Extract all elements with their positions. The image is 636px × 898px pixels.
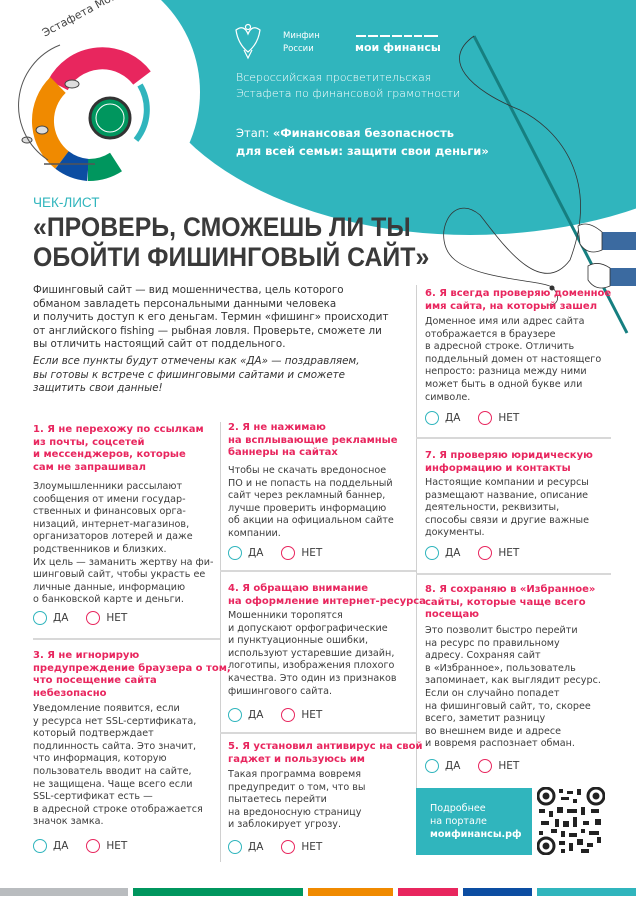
answer-options <box>425 411 519 425</box>
item-text: Такая программа вовремя предупредит о том, что вы пытаетесь перейти на вредоносную страницу и заблокирует угрозу. <box>228 769 366 831</box>
yes-label: ДА <box>53 612 69 624</box>
item-title: 8. Я сохраняю в «Избранное» сайты, которые чаще всего посещаю <box>425 584 596 621</box>
portal-link[interactable]: моифинансы.рф <box>430 829 522 840</box>
yes-radio[interactable] <box>33 611 47 625</box>
no-label: НЕТ <box>301 841 323 853</box>
no-radio[interactable] <box>86 839 100 853</box>
no-label: НЕТ <box>106 840 128 852</box>
footer-bar-green <box>133 888 303 896</box>
yes-radio[interactable] <box>33 839 47 853</box>
no-radio[interactable] <box>478 546 492 560</box>
no-radio[interactable] <box>281 546 295 560</box>
portal-box[interactable] <box>416 788 532 855</box>
kicker: ЧЕК-ЛИСТ <box>33 195 100 210</box>
item-title: 1. Я не перехожу по ссылкам из почты, соцсетей и мессенджеров, которые сам не запрашивал <box>33 424 204 473</box>
item-text: Это позволит быстро перейти на ресурс по правильному адресу. Сохраняя сайт в «Избранное», пользователь запоминает, как выглядит ресурс. Если он случайно попадет на фишинговый сайт, то, скорее всего, заметит разницу во внешнем виде и адресе и вовремя распознает обман. <box>425 625 601 750</box>
column-divider <box>220 422 221 862</box>
no-label: НЕТ <box>301 547 323 559</box>
no-label: НЕТ <box>106 612 128 624</box>
no-radio[interactable] <box>281 708 295 722</box>
answer-options <box>228 708 322 722</box>
title-line-2: ОБОЙТИ ФИШИНГОВЫЙ САЙТ» <box>33 242 430 272</box>
item-text: Мошенники торопятся и допускают орфографические и пунктуационные ошибки, используют устаревшие дизайн, логотипы, изображения плохого качества. Это один из признаков фишингового сайта. <box>228 610 397 697</box>
answer-options <box>228 840 322 854</box>
stage-title: «Финансовая безопасность для всей семьи: защити свои деньги» <box>236 126 489 158</box>
no-radio[interactable] <box>478 759 492 773</box>
yes-label: ДА <box>445 412 461 424</box>
no-label: НЕТ <box>498 412 520 424</box>
item-text: Чтобы не скачать вредоносное ПО и не попасть на поддельный сайт через рекламный баннер, лучше проверить информацию об акции на официальном сайте компании. <box>228 465 394 539</box>
section-divider <box>33 638 220 640</box>
item-title: 5. Я установил антивирус на свой гаджет и пользуюсь им <box>228 741 423 765</box>
yes-radio[interactable] <box>425 546 439 560</box>
yes-label: ДА <box>248 709 264 721</box>
no-radio[interactable] <box>281 840 295 854</box>
section-divider <box>416 437 611 439</box>
yes-radio[interactable] <box>228 840 242 854</box>
item-title: 4. Я обращаю внимание на оформление интернет-ресурса <box>228 583 426 607</box>
title-line-1: «ПРОВЕРЬ, СМОЖЕШЬ ЛИ ТЫ <box>33 212 411 242</box>
yes-label: ДА <box>248 841 264 853</box>
answer-options <box>425 546 519 560</box>
item-text: Настоящие компании и ресурсы размещают название, описание деятельности, реквизиты, способы связи и другие важные документы. <box>425 477 590 539</box>
item-title: 3. Я не игнорирую предупреждение браузера о том, что посещение сайта небезопасно <box>33 650 231 699</box>
yes-radio[interactable] <box>425 759 439 773</box>
ministry-name: Минфин России <box>283 31 320 54</box>
stage-label: Этап: <box>236 126 273 140</box>
footer-bar-gray <box>0 888 128 896</box>
header-subtitle: Всероссийская просветительская Эстафета по финансовой грамотности <box>236 71 461 100</box>
item-title: 7. Я проверяю юридическую информацию и контакты <box>425 450 593 474</box>
answer-options <box>425 759 519 773</box>
column-divider <box>416 285 417 855</box>
item-text: Злоумышленники рассылают сообщения от имени государ- ственных и финансовых орга- низаций, интернет-магазинов, организаторов лотерей и даже родственников и близких. Их цель — заманить жертву на фи- шинговый сайт, чтобы украсть ее личные данные, информацию о банковской карте и деньги. <box>33 481 214 606</box>
intro-text: Фишинговый сайт — вид мошенничества, цель которого обманом завладеть персональными данными человека и получить доступ к его деньгам. Термин «фишинг» происходит от английского fishing — рыбная ловля. Проверьте, сможете ли вы отличить настоящий сайт от поддельного. <box>33 284 389 350</box>
section-divider <box>220 732 416 734</box>
footer-bar-pink <box>398 888 458 896</box>
portal-text: Подробнее на портале <box>430 803 487 827</box>
footer-bar-blue <box>463 888 532 896</box>
qr-code[interactable] <box>537 787 605 855</box>
no-radio[interactable] <box>86 611 100 625</box>
yes-radio[interactable] <box>425 411 439 425</box>
brand-name: мои финансы <box>355 41 441 54</box>
footer-bar-orange <box>308 888 393 896</box>
item-text: Доменное имя или адрес сайта отображается в браузере в адресной строке. Отличить поддельный домен от настоящего непросто: разница между ними может быть в одной букве или символе. <box>425 316 602 403</box>
section-divider <box>416 573 611 575</box>
yes-radio[interactable] <box>228 708 242 722</box>
item-title: 2. Я не нажимаю на всплывающие рекламные баннеры на сайтах <box>228 422 398 459</box>
intro-italic: Если все пункты будут отмечены как «ДА» — поздравляем, вы готовы к встрече с фишинговыми сайтами и сможете защитить свои данные! <box>33 355 360 394</box>
yes-radio[interactable] <box>228 546 242 560</box>
no-label: НЕТ <box>498 547 520 559</box>
stage-heading <box>236 106 566 160</box>
yes-label: ДА <box>53 840 69 852</box>
section-divider <box>220 570 416 572</box>
no-radio[interactable] <box>478 411 492 425</box>
item-title: 6. Я всегда проверяю доменное имя сайта, на который зашел <box>425 288 612 312</box>
answer-options <box>33 839 127 853</box>
item-text: Уведомление появится, если у ресурса нет SSL-сертификата, который подтверждает подлинность сайта. Это значит, что информация, которую пользователь вводит на сайте, не защищена. Чаще всего если SSL-сертификат есть — в адресной строке отображается значок замка. <box>33 703 203 828</box>
yes-label: ДА <box>445 547 461 559</box>
answer-options <box>33 611 127 625</box>
yes-label: ДА <box>248 547 264 559</box>
answer-options <box>228 546 322 560</box>
no-label: НЕТ <box>498 760 520 772</box>
yes-label: ДА <box>445 760 461 772</box>
page-title <box>33 212 429 272</box>
no-label: НЕТ <box>301 709 323 721</box>
footer-bar-teal <box>537 888 636 896</box>
